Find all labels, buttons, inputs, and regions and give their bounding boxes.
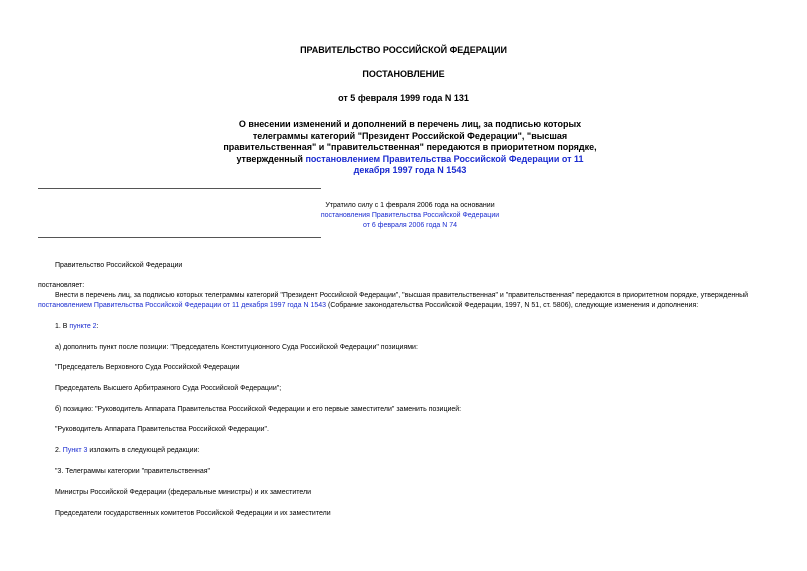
- divider-top: [38, 188, 321, 189]
- repeal-note-link-date[interactable]: от 6 февраля 2006 года N 74: [362, 222, 458, 229]
- item-2-suffix: изложить в следующей редакции:: [87, 447, 200, 454]
- intro-paragraph: Внести в перечень лиц, за подписью которых телеграммы категорий "Президент Российской Федерации", "высшая правительственная" и "правительственная" передаются в приоритетном порядке, утвержденный: [55, 292, 749, 299]
- document-title-text: О внесении изменений и дополнений в перечень лиц, за подписью которых телеграммы категорий "Президент Российской Федерации", "высшая правительственная" и "правительственная" передаются в приоритетном порядке, утвержденный: [223, 119, 597, 164]
- title-resolution-link[interactable]: постановлением Правительства Российской Федерации от 11 декабря 1997 года N 1543: [305, 153, 584, 175]
- divider-bottom: [38, 237, 321, 238]
- repeal-note-link[interactable]: постановления Правительства Российской Федерации: [320, 212, 500, 219]
- repeal-note-line1: Утратило силу с 1 февраля 2006 года на основании: [325, 202, 495, 209]
- ministers-line: Министры Российской Федерации (федеральные министры) и их заместители: [55, 489, 312, 496]
- item-b: б) позицию: "Руководитель Аппарата Правительства Российской Федерации и его первые заместители" заменить позицией:: [55, 406, 462, 413]
- intro-source-text: (Собрание законодательства Российской Федерации, 1997, N 51, ст. 5806), следующие изменения и дополнения:: [326, 302, 699, 309]
- committee-chairs-line: Председатели государственных комитетов Российской Федерации и их заместители: [55, 510, 331, 517]
- government-label: Правительство Российской Федерации: [55, 262, 183, 269]
- item-1-suffix: :: [96, 323, 99, 330]
- item-2: [55, 446, 199, 455]
- document-type: ПОСТАНОВЛЕНИЕ: [362, 69, 445, 79]
- issuing-authority: ПРАВИТЕЛЬСТВО РОССИЙСКОЙ ФЕДЕРАЦИИ: [300, 45, 507, 55]
- document-title: [220, 119, 600, 177]
- item-1-prefix: 1. В: [55, 323, 70, 330]
- quote-b: "Руководитель Аппарата Правительства Российской Федерации".: [55, 426, 269, 433]
- quote-a1: "Председатель Верховного Суда Российской Федерации: [55, 364, 240, 371]
- intro-paragraph-cont: [38, 301, 698, 310]
- intro-resolution-link[interactable]: постановлением Правительства Российской Федерации от 11 декабря 1997 года N 1543: [38, 302, 327, 309]
- item-a: а) дополнить пункт после позиции: "Председатель Конституционного Суда Российской Федерации" позициями:: [55, 344, 418, 351]
- document-date-number: от 5 февраля 1999 года N 131: [338, 93, 469, 103]
- resolves-label: постановляет:: [38, 282, 85, 289]
- item-2-prefix: 2.: [55, 447, 63, 454]
- item-3-heading: "3. Телеграммы категории "правительственная": [55, 468, 211, 475]
- quote-a2: Председатель Высшего Арбитражного Суда Российской Федерации";: [55, 385, 282, 392]
- item-1: [55, 322, 99, 331]
- item-2-link[interactable]: Пункт 3: [62, 447, 88, 454]
- item-1-link[interactable]: пункте 2: [69, 323, 97, 330]
